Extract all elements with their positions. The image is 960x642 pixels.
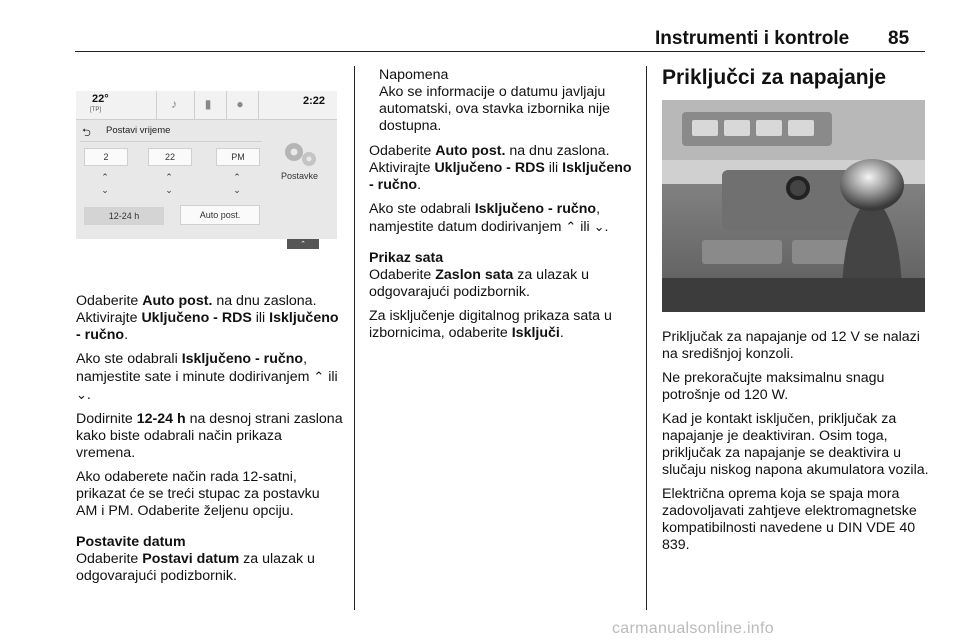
col3-paragraph-2: Ne prekoračujte maksimalnu snagu potrošnje od 120 W. — [662, 370, 885, 403]
chevron-up-icon: ⌃ — [165, 171, 173, 182]
power-outlet-photo — [662, 100, 925, 312]
chevron-down-icon: ⌄ — [76, 387, 87, 402]
col1-paragraph-2: Ako ste odabrali Isključeno - ručno, namjestite sate i minute dodirivanjem ⌃ ili ⌄. — [76, 351, 338, 403]
screen-separator — [258, 91, 259, 119]
column-1 — [76, 293, 344, 592]
hours-value: 2 — [84, 148, 128, 166]
back-arrow-icon: ⮌ — [82, 127, 91, 139]
col2-paragraph-3: Odaberite Zaslon sata za ulazak u odgovarajući podizbornik. — [369, 267, 590, 300]
screen-auto-set-button: Auto post. — [180, 205, 260, 225]
navigation-icon: ● — [236, 97, 244, 111]
screen-collapse-tab: ⌃ — [287, 239, 319, 249]
screen-tp-indicator: [TP] — [90, 107, 102, 113]
screen-separator — [194, 91, 195, 119]
col1-subheading: Postavite datum — [76, 534, 186, 550]
chevron-up-icon: ⌃ — [101, 171, 109, 182]
col2-subheading: Prikaz sata — [369, 250, 444, 266]
watermark: carmanualsonline.info — [612, 620, 774, 637]
page-header-title: Instrumenti i kontrole — [655, 28, 850, 49]
chevron-up-icon: ⌃ — [313, 369, 325, 384]
screen-temperature: 22° — [92, 93, 109, 105]
col2-paragraph-2: Ako ste odabrali Isključeno - ručno, namjestite datum dodirivanjem ⌃ ili ⌄. — [369, 201, 609, 235]
minutes-value: 22 — [148, 148, 192, 166]
col1-paragraph-5: Odaberite Postavi datum za ulazak u odgovarajući podizbornik. — [76, 551, 315, 584]
col2-paragraph-4: Za isključenje digitalnog prikaza sata u izbornicima, odaberite Isključi. — [369, 308, 612, 341]
ampm-value: PM — [216, 148, 260, 166]
page-number: 85 — [888, 28, 910, 49]
chevron-up-icon: ⌃ — [233, 171, 241, 182]
chevron-down-icon: ⌄ — [593, 219, 605, 234]
note-body: Ako se informacije o datumu javljaju automatski, ova stavka izbornika nije dostupna. — [379, 84, 611, 134]
screen-separator — [156, 91, 157, 119]
note-heading: Napomena — [379, 67, 449, 83]
screen-settings-label: Postavke — [281, 171, 319, 181]
column-divider-2 — [646, 66, 647, 610]
column-2 — [369, 67, 637, 349]
screen-separator — [226, 91, 227, 119]
chevron-down-icon: ⌄ — [101, 184, 109, 195]
col3-paragraph-4: Električna oprema koja se spaja mora zadovoljavati zahtjeve elektromagnetske kompatibilnosti navedene u DIN VDE 40 839. — [662, 486, 917, 553]
screen-12-24-button: 12-24 h — [84, 207, 164, 225]
chevron-down-icon: ⌄ — [165, 184, 173, 195]
screen-menu-title: Postavi vrijeme — [106, 125, 171, 136]
col1-paragraph-1: Odaberite Auto post. na dnu zaslona. Aktivirajte Uključeno - RDS ili Isključeno - ručno. — [76, 293, 339, 343]
chevron-up-icon: ⌃ — [565, 219, 577, 234]
screen-clock: 2:22 — [302, 95, 325, 107]
section-heading: Priključci za napajanje — [662, 66, 887, 89]
infotainment-screen-illustration — [76, 91, 337, 274]
col2-paragraph-1: Odaberite Auto post. na dnu zaslona. Aktivirajte Uključeno - RDS ili Isključeno - ručno. — [369, 143, 632, 193]
col1-paragraph-3: Dodirnite 12-24 h na desnoj strani zaslona kako biste odabrali način prikaza vremena. — [76, 411, 343, 461]
settings-gear-icon — [280, 139, 320, 169]
header-rule — [75, 51, 925, 52]
col3-paragraph-1: Priključak za napajanje od 12 V se nalazi na središnjoj konzoli. — [662, 329, 920, 362]
screen-rule — [80, 141, 262, 142]
phone-icon: ▮ — [204, 97, 212, 111]
col1-paragraph-4: Ako odaberete način rada 12-satni, prikazat će se treći stupac za postavku AM i PM. Odaberite željenu opciju. — [76, 469, 320, 519]
col3-paragraph-3: Kad je kontakt isključen, priključak za napajanje je deaktiviran. Osim toga, priključak za napajanje se deaktivira u slučaju niskog napona akumulatora vozila. — [662, 411, 929, 478]
column-3 — [662, 329, 930, 561]
chevron-down-icon: ⌄ — [233, 184, 241, 195]
column-divider-1 — [354, 66, 355, 610]
music-icon: ♪ — [171, 97, 177, 111]
